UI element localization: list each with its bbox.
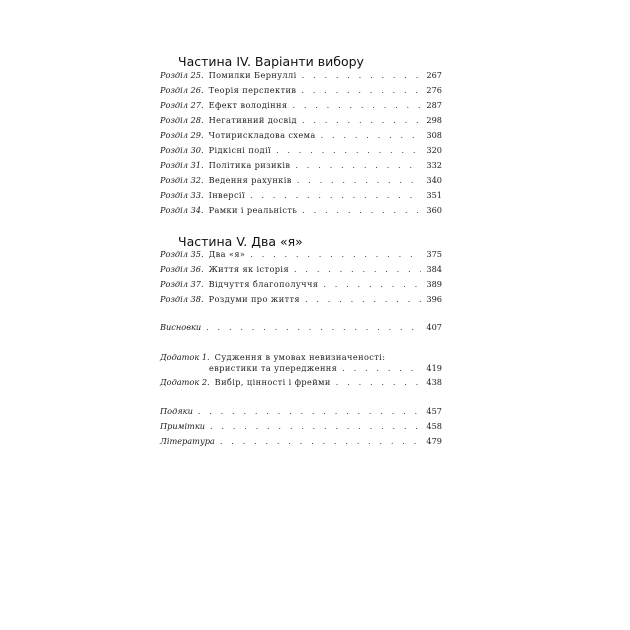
- page-number: 479: [426, 436, 442, 446]
- page-number: 438: [426, 377, 442, 387]
- toc-entry[interactable]: [160, 294, 442, 305]
- chapter-title: Теорія перспектив: [208, 85, 297, 95]
- leader-dots: [301, 85, 421, 96]
- appendix-title-continued: евристики та упередження: [209, 363, 338, 373]
- page-number: 332: [426, 160, 442, 170]
- chapter-label: Розділ 37.: [160, 279, 204, 289]
- chapter-title: Негативний досвід: [208, 115, 297, 125]
- conclusions-label: Висновки: [160, 322, 202, 332]
- chapter-label: Розділ 25.: [160, 70, 204, 80]
- chapter-title: Політика ризиків: [208, 160, 291, 170]
- page-number: 340: [426, 175, 442, 185]
- chapter-label: Розділ 26.: [160, 85, 204, 95]
- toc-entry-acknowledgements[interactable]: [160, 406, 442, 417]
- chapter-title: Рідкісні події: [208, 145, 271, 155]
- leader-dots: [250, 190, 421, 201]
- page-number: 360: [426, 205, 442, 215]
- toc-entry[interactable]: [160, 175, 442, 186]
- leader-dots: [295, 160, 421, 171]
- leader-dots: [297, 175, 421, 186]
- chapter-title: Ведення рахунків: [208, 175, 292, 185]
- leader-dots: [323, 279, 421, 290]
- toc-entry[interactable]: [160, 190, 442, 201]
- chapter-label: Розділ 36.: [160, 264, 204, 274]
- page-number: 276: [426, 85, 442, 95]
- toc-entry[interactable]: [160, 249, 442, 260]
- toc-entry[interactable]: [160, 145, 442, 156]
- leader-dots: [294, 264, 421, 275]
- chapter-title: Рамки і реальність: [208, 205, 298, 215]
- appendix-title: Вибір, цінності і фрейми: [214, 377, 331, 387]
- page-number: 419: [426, 363, 442, 373]
- appendix-title: Судження в умовах невизначеності:: [214, 352, 386, 362]
- back-matter-label: Примітки: [160, 421, 205, 431]
- chapter-label: Розділ 28.: [160, 115, 204, 125]
- part-title: Частина IV. Варіанти вибору: [178, 54, 364, 69]
- page-number: 287: [426, 100, 442, 110]
- toc-entry[interactable]: [160, 115, 442, 126]
- toc-entry[interactable]: [160, 264, 442, 275]
- chapter-title: Відчуття благополуччя: [208, 279, 319, 289]
- part-title: Частина V. Два «я»: [178, 234, 303, 249]
- toc-entry[interactable]: [160, 279, 442, 290]
- chapter-title: Життя як історія: [208, 264, 290, 274]
- chapter-title: Чотирискладова схема: [208, 130, 316, 140]
- leader-dots: [305, 294, 421, 305]
- leader-dots: [302, 205, 421, 216]
- chapter-label: Розділ 34.: [160, 205, 204, 215]
- appendix-label: Додаток 1.: [160, 352, 210, 362]
- toc-entry[interactable]: [160, 160, 442, 171]
- page-number: 351: [426, 190, 442, 200]
- chapter-title: Помилки Бернуллі: [208, 70, 297, 80]
- chapter-label: Розділ 35.: [160, 249, 204, 259]
- leader-dots: [250, 249, 421, 260]
- chapter-label: Розділ 38.: [160, 294, 204, 304]
- toc-entry-appendix-1-line1[interactable]: [160, 352, 442, 363]
- leader-dots: [198, 406, 421, 417]
- leader-dots: [302, 70, 421, 81]
- leader-dots: [321, 130, 421, 141]
- page-number: 407: [426, 322, 442, 332]
- leader-dots: [276, 145, 421, 156]
- chapter-title: Ефект володіння: [208, 100, 288, 110]
- toc-entry-literature[interactable]: [160, 436, 442, 447]
- page-number: 375: [426, 249, 442, 259]
- page-number: 458: [426, 421, 442, 431]
- leader-dots: [220, 436, 421, 447]
- page-number: 396: [426, 294, 442, 304]
- back-matter-label: Подяки: [160, 406, 193, 416]
- leader-dots: [292, 100, 421, 111]
- leader-dots: [206, 322, 421, 333]
- toc-entry[interactable]: [160, 70, 442, 81]
- page-number: 384: [426, 264, 442, 274]
- page-number: 320: [426, 145, 442, 155]
- leader-dots: [210, 421, 421, 432]
- leader-dots: [342, 363, 421, 374]
- leader-dots: [302, 115, 421, 126]
- chapter-label: Розділ 31.: [160, 160, 204, 170]
- toc-entry[interactable]: [160, 130, 442, 141]
- appendix-label: Додаток 2.: [160, 377, 210, 387]
- chapter-label: Розділ 29.: [160, 130, 204, 140]
- page-number: 457: [426, 406, 442, 416]
- chapter-title: Роздуми про життя: [208, 294, 300, 304]
- toc-entry-notes[interactable]: [160, 421, 442, 432]
- page-number: 298: [426, 115, 442, 125]
- leader-dots: [336, 377, 421, 388]
- chapter-label: Розділ 33.: [160, 190, 204, 200]
- toc-entry-appendix-1-line2[interactable]: [209, 363, 442, 374]
- page-number: 308: [426, 130, 442, 140]
- toc-entry[interactable]: [160, 205, 442, 216]
- toc-entry-appendix-2[interactable]: [160, 377, 442, 388]
- chapter-title: Два «я»: [208, 249, 246, 259]
- page-number: 267: [426, 70, 442, 80]
- chapter-label: Розділ 27.: [160, 100, 204, 110]
- page-number: 389: [426, 279, 442, 289]
- back-matter-label: Література: [160, 436, 215, 446]
- toc-entry[interactable]: [160, 100, 442, 111]
- chapter-label: Розділ 30.: [160, 145, 204, 155]
- chapter-label: Розділ 32.: [160, 175, 204, 185]
- toc-entry[interactable]: [160, 85, 442, 96]
- chapter-title: Інверсії: [208, 190, 245, 200]
- toc-entry-conclusions[interactable]: [160, 322, 442, 333]
